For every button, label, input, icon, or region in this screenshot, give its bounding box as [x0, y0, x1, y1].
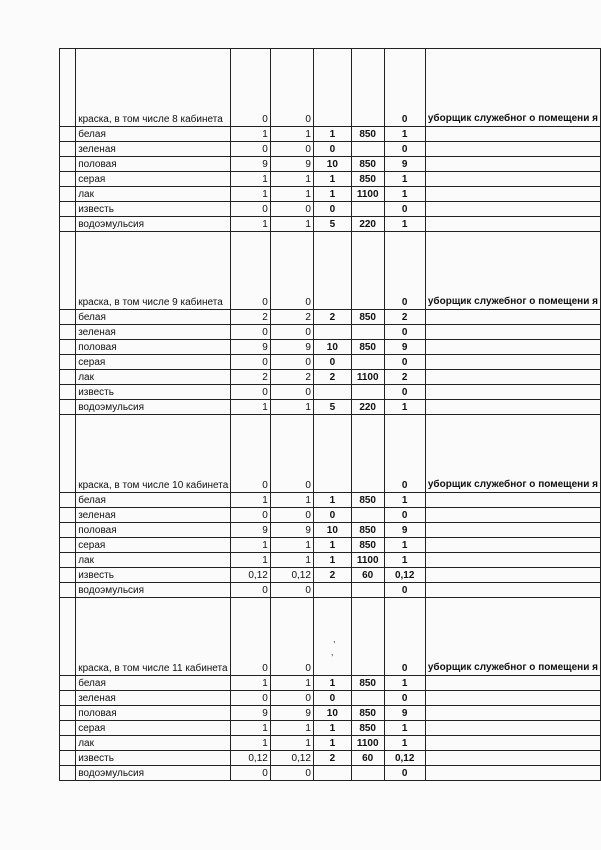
total-cell: 0 [384, 325, 425, 340]
section-header-row [60, 232, 601, 310]
position-note-cell [425, 523, 600, 538]
position-note-cell [425, 553, 600, 568]
section-header-row [60, 415, 601, 493]
price-cell [351, 202, 384, 217]
row-index-cell [60, 676, 76, 691]
price-cell: 220 [351, 400, 384, 415]
quantity-cell: 9 [231, 340, 271, 355]
table-row [60, 766, 601, 781]
norm-cell: 0 [313, 691, 351, 706]
item-name-cell: лак [76, 553, 231, 568]
position-note-cell [425, 172, 600, 187]
item-name-cell: белая [76, 127, 231, 142]
item-name-cell: зеленая [76, 691, 231, 706]
total-cell: 2 [384, 310, 425, 325]
quantity-cell: 0 [270, 766, 313, 781]
total-cell: 9 [384, 340, 425, 355]
table-row [60, 691, 601, 706]
quantity-cell: 0 [270, 415, 313, 493]
total-cell: 0 [384, 691, 425, 706]
item-name-cell: белая [76, 310, 231, 325]
table-row [60, 157, 601, 172]
row-index-cell [60, 493, 76, 508]
position-note-cell [425, 157, 600, 172]
table-row [60, 340, 601, 355]
norm-cell: 1 [313, 736, 351, 751]
quantity-cell: 2 [231, 370, 271, 385]
total-cell: 0 [384, 583, 425, 598]
quantity-cell: 1 [231, 217, 271, 232]
quantity-cell: 0 [270, 598, 313, 676]
position-note-cell: уборщик служебног о помещени я [425, 49, 600, 127]
quantity-cell: 1 [270, 493, 313, 508]
item-name-cell: известь [76, 202, 231, 217]
quantity-cell: 9 [231, 157, 271, 172]
position-note-cell [425, 583, 600, 598]
position-note-cell [425, 568, 600, 583]
total-cell: 0,12 [384, 568, 425, 583]
price-cell [351, 766, 384, 781]
quantity-cell: 9 [231, 706, 271, 721]
section-header-row [60, 598, 601, 676]
position-note-cell [425, 676, 600, 691]
row-index-cell [60, 508, 76, 523]
norm-cell: 1 [313, 676, 351, 691]
quantity-cell: 0 [270, 385, 313, 400]
row-index-cell [60, 736, 76, 751]
quantity-cell: 1 [270, 400, 313, 415]
row-index-cell [60, 202, 76, 217]
norm-cell: 0 [313, 142, 351, 157]
quantity-cell: 0 [270, 325, 313, 340]
item-name-cell: краска, в том числе 11 кабинета [76, 598, 231, 676]
price-cell: 850 [351, 172, 384, 187]
norm-cell: 10 [313, 340, 351, 355]
price-cell [351, 232, 384, 310]
item-name-cell: краска, в том числе 9 кабинета [76, 232, 231, 310]
norm-cell: 2 [313, 568, 351, 583]
price-cell: 1100 [351, 187, 384, 202]
row-index-cell [60, 706, 76, 721]
row-index-cell [60, 232, 76, 310]
position-note-cell [425, 766, 600, 781]
quantity-cell: 0 [270, 202, 313, 217]
position-note-cell [425, 721, 600, 736]
item-name-cell: серая [76, 355, 231, 370]
norm-cell [313, 49, 351, 127]
row-index-cell [60, 751, 76, 766]
norm-cell: 0 [313, 508, 351, 523]
total-cell: 9 [384, 157, 425, 172]
table-row [60, 217, 601, 232]
total-cell: 0 [384, 232, 425, 310]
quantity-cell: 9 [270, 157, 313, 172]
item-name-cell: половая [76, 706, 231, 721]
table-row [60, 751, 601, 766]
total-cell: 0 [384, 598, 425, 676]
norm-cell: 2 [313, 370, 351, 385]
row-index-cell [60, 400, 76, 415]
quantity-cell: 9 [231, 523, 271, 538]
quantity-cell: 1 [270, 721, 313, 736]
position-note-cell [425, 706, 600, 721]
position-note-cell [425, 187, 600, 202]
total-cell: 1 [384, 676, 425, 691]
price-cell: 1100 [351, 370, 384, 385]
total-cell: 1 [384, 187, 425, 202]
item-name-cell: известь [76, 385, 231, 400]
total-cell: 0,12 [384, 751, 425, 766]
position-note-cell [425, 400, 600, 415]
position-note-cell [425, 751, 600, 766]
table-row [60, 142, 601, 157]
table-row [60, 127, 601, 142]
quantity-cell: 1 [231, 493, 271, 508]
row-index-cell [60, 415, 76, 493]
quantity-cell: 0,12 [270, 568, 313, 583]
position-note-cell [425, 217, 600, 232]
total-cell: 0 [384, 508, 425, 523]
position-note-cell [425, 127, 600, 142]
total-cell: 1 [384, 736, 425, 751]
quantity-cell: 1 [231, 538, 271, 553]
quantity-cell: 0 [231, 142, 271, 157]
item-name-cell: краска, в том числе 8 кабинета [76, 49, 231, 127]
row-index-cell [60, 538, 76, 553]
item-name-cell: зеленая [76, 325, 231, 340]
row-index-cell [60, 691, 76, 706]
price-cell: 850 [351, 676, 384, 691]
quantity-cell: 0 [231, 355, 271, 370]
quantity-cell: 0 [270, 691, 313, 706]
position-note-cell [425, 508, 600, 523]
table-row [60, 736, 601, 751]
item-name-cell: лак [76, 370, 231, 385]
table-row [60, 523, 601, 538]
position-note-cell: уборщик служебног о помещени я [425, 598, 600, 676]
norm-cell [313, 415, 351, 493]
norm-cell: 5 [313, 400, 351, 415]
item-name-cell: известь [76, 751, 231, 766]
norm-cell [313, 325, 351, 340]
position-note-cell [425, 202, 600, 217]
quantity-cell: 0 [231, 598, 271, 676]
norm-cell: 1 [313, 553, 351, 568]
quantity-cell: 1 [231, 676, 271, 691]
table-row [60, 721, 601, 736]
norm-cell: 0 [313, 355, 351, 370]
quantity-cell: 1 [270, 187, 313, 202]
norm-cell [313, 766, 351, 781]
position-note-cell [425, 538, 600, 553]
quantity-cell: 2 [270, 310, 313, 325]
quantity-cell: 0 [231, 583, 271, 598]
table-row [60, 310, 601, 325]
quantity-cell: 1 [231, 127, 271, 142]
price-cell: 850 [351, 538, 384, 553]
quantity-cell: 1 [270, 538, 313, 553]
position-note-cell [425, 493, 600, 508]
norm-cell: 1 [313, 187, 351, 202]
position-note-cell: уборщик служебног о помещени я [425, 415, 600, 493]
quantity-cell: 1 [270, 217, 313, 232]
row-index-cell [60, 553, 76, 568]
total-cell: 9 [384, 706, 425, 721]
position-note-cell [425, 142, 600, 157]
price-cell: 60 [351, 568, 384, 583]
table-row [60, 508, 601, 523]
norm-cell: 10 [313, 157, 351, 172]
quantity-cell: 1 [231, 400, 271, 415]
row-index-cell [60, 355, 76, 370]
row-index-cell [60, 568, 76, 583]
table-row [60, 706, 601, 721]
norm-cell: 1 [313, 172, 351, 187]
total-cell: 1 [384, 172, 425, 187]
stray-mark: , [333, 634, 336, 644]
price-cell: 850 [351, 721, 384, 736]
quantity-cell: 1 [231, 553, 271, 568]
price-cell: 850 [351, 523, 384, 538]
norm-cell: 1 [313, 493, 351, 508]
materials-table [59, 48, 601, 781]
norm-cell: 1 [313, 538, 351, 553]
norm-cell: 2 [313, 751, 351, 766]
quantity-cell: 0 [270, 142, 313, 157]
total-cell: 1 [384, 553, 425, 568]
quantity-cell: 9 [270, 340, 313, 355]
quantity-cell: 1 [231, 187, 271, 202]
quantity-cell: 1 [270, 736, 313, 751]
price-cell: 60 [351, 751, 384, 766]
quantity-cell: 0,12 [231, 751, 271, 766]
row-index-cell [60, 523, 76, 538]
total-cell: 1 [384, 493, 425, 508]
row-index-cell [60, 598, 76, 676]
price-cell [351, 598, 384, 676]
quantity-cell: 0 [231, 691, 271, 706]
total-cell: 0 [384, 202, 425, 217]
row-index-cell [60, 157, 76, 172]
table-row [60, 325, 601, 340]
item-name-cell: водоэмульсия [76, 217, 231, 232]
position-note-cell [425, 370, 600, 385]
price-cell: 850 [351, 310, 384, 325]
item-name-cell: белая [76, 676, 231, 691]
row-index-cell [60, 766, 76, 781]
row-index-cell [60, 310, 76, 325]
table-row [60, 538, 601, 553]
row-index-cell [60, 217, 76, 232]
quantity-cell: 2 [231, 310, 271, 325]
quantity-cell: 1 [270, 127, 313, 142]
quantity-cell: 1 [231, 172, 271, 187]
quantity-cell: 0,12 [270, 751, 313, 766]
norm-cell: 2 [313, 310, 351, 325]
position-note-cell [425, 310, 600, 325]
item-name-cell: серая [76, 172, 231, 187]
norm-cell: 1 [313, 127, 351, 142]
item-name-cell: половая [76, 340, 231, 355]
quantity-cell: 9 [270, 523, 313, 538]
quantity-cell: 0 [270, 508, 313, 523]
total-cell: 1 [384, 721, 425, 736]
norm-cell [313, 583, 351, 598]
position-note-cell [425, 736, 600, 751]
price-cell [351, 355, 384, 370]
norm-cell [313, 385, 351, 400]
price-cell [351, 508, 384, 523]
total-cell: 1 [384, 127, 425, 142]
price-cell: 850 [351, 493, 384, 508]
row-index-cell [60, 721, 76, 736]
table-row [60, 400, 601, 415]
item-name-cell: водоэмульсия [76, 583, 231, 598]
item-name-cell: лак [76, 187, 231, 202]
price-cell [351, 142, 384, 157]
table-row [60, 568, 601, 583]
price-cell [351, 385, 384, 400]
total-cell: 0 [384, 766, 425, 781]
item-name-cell: зеленая [76, 142, 231, 157]
table-row [60, 355, 601, 370]
norm-cell: 1 [313, 721, 351, 736]
quantity-cell: 0 [231, 202, 271, 217]
total-cell: 1 [384, 217, 425, 232]
quantity-cell: 0 [270, 583, 313, 598]
table-row [60, 553, 601, 568]
price-cell [351, 691, 384, 706]
row-index-cell [60, 385, 76, 400]
row-index-cell [60, 583, 76, 598]
price-cell: 850 [351, 157, 384, 172]
row-index-cell [60, 187, 76, 202]
table-row [60, 187, 601, 202]
quantity-cell: 0 [231, 325, 271, 340]
quantity-cell: 0 [231, 385, 271, 400]
item-name-cell: водоэмульсия [76, 400, 231, 415]
norm-cell: 10 [313, 523, 351, 538]
row-index-cell [60, 325, 76, 340]
table-row [60, 370, 601, 385]
total-cell: 0 [384, 355, 425, 370]
price-cell: 850 [351, 706, 384, 721]
section-header-row [60, 49, 601, 127]
quantity-cell: 0 [231, 766, 271, 781]
quantity-cell: 0 [270, 49, 313, 127]
item-name-cell: половая [76, 523, 231, 538]
table-row [60, 583, 601, 598]
price-cell [351, 49, 384, 127]
quantity-cell: 1 [270, 553, 313, 568]
quantity-cell: 0 [231, 508, 271, 523]
stray-mark: , [331, 647, 334, 657]
norm-cell [313, 232, 351, 310]
quantity-cell: 9 [270, 706, 313, 721]
item-name-cell: водоэмульсия [76, 766, 231, 781]
total-cell: 1 [384, 400, 425, 415]
price-cell: 850 [351, 340, 384, 355]
norm-cell: 10 [313, 706, 351, 721]
total-cell: 0 [384, 415, 425, 493]
row-index-cell [60, 49, 76, 127]
position-note-cell [425, 325, 600, 340]
quantity-cell: 1 [270, 172, 313, 187]
quantity-cell: 1 [270, 676, 313, 691]
item-name-cell: половая [76, 157, 231, 172]
quantity-cell: 0 [231, 232, 271, 310]
item-name-cell: серая [76, 538, 231, 553]
total-cell: 1 [384, 538, 425, 553]
position-note-cell: уборщик служебног о помещени я [425, 232, 600, 310]
total-cell: 0 [384, 49, 425, 127]
table-row [60, 493, 601, 508]
row-index-cell [60, 340, 76, 355]
position-note-cell [425, 385, 600, 400]
quantity-cell: 0 [270, 355, 313, 370]
total-cell: 2 [384, 370, 425, 385]
quantity-cell: 0,12 [231, 568, 271, 583]
table-row [60, 676, 601, 691]
item-name-cell: зеленая [76, 508, 231, 523]
position-note-cell [425, 691, 600, 706]
item-name-cell: краска, в том числе 10 кабинета [76, 415, 231, 493]
row-index-cell [60, 127, 76, 142]
price-cell: 1100 [351, 553, 384, 568]
total-cell: 0 [384, 142, 425, 157]
price-cell [351, 325, 384, 340]
table-row [60, 202, 601, 217]
item-name-cell: лак [76, 736, 231, 751]
position-note-cell [425, 355, 600, 370]
price-cell [351, 415, 384, 493]
price-cell: 220 [351, 217, 384, 232]
price-cell: 1100 [351, 736, 384, 751]
row-index-cell [60, 142, 76, 157]
item-name-cell: белая [76, 493, 231, 508]
row-index-cell [60, 172, 76, 187]
norm-cell: 0 [313, 202, 351, 217]
total-cell: 9 [384, 523, 425, 538]
quantity-cell: 1 [231, 721, 271, 736]
item-name-cell: серая [76, 721, 231, 736]
table-row [60, 385, 601, 400]
norm-cell: 5 [313, 217, 351, 232]
row-index-cell [60, 370, 76, 385]
quantity-cell: 2 [270, 370, 313, 385]
item-name-cell: известь [76, 568, 231, 583]
position-note-cell [425, 340, 600, 355]
quantity-cell: 0 [270, 232, 313, 310]
quantity-cell: 1 [231, 736, 271, 751]
table-row [60, 172, 601, 187]
quantity-cell: 0 [231, 49, 271, 127]
total-cell: 0 [384, 385, 425, 400]
price-cell: 850 [351, 127, 384, 142]
price-cell [351, 583, 384, 598]
quantity-cell: 0 [231, 415, 271, 493]
